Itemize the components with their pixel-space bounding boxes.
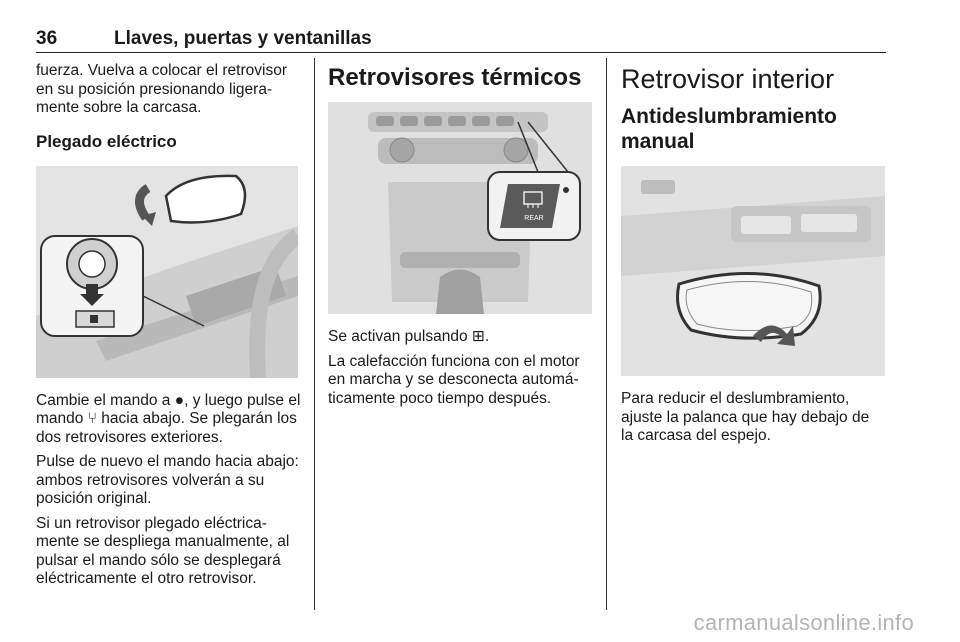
electric-folding-mirror-illustration [36, 166, 298, 378]
interior-mirror-illustration [621, 166, 885, 376]
column-middle [328, 62, 594, 414]
heated-mirrors-illustration [328, 102, 592, 314]
paragraph: La calefacción funciona con el motor en marcha y se desconecta automá-ticamente poco tiempo después. [328, 352, 580, 407]
column-divider [314, 58, 315, 610]
section-heading: Retrovisores térmicos [328, 64, 582, 91]
column-right [621, 62, 885, 452]
section-title: Retrovisor interior [621, 64, 835, 94]
paragraph: fuerza. Vuelva a colocar el retrovisor en su posición presionando ligera-mente sobre la carcasa. [36, 62, 287, 116]
paragraph: Para reducir el deslumbramiento, ajuste la palanca que hay debajo de la carcasa del espejo. [621, 390, 870, 444]
column-left [36, 62, 302, 595]
chapter-title: Llaves, puertas y ventanillas [114, 28, 372, 49]
paragraph: Se activan pulsando ⊞. [328, 328, 490, 345]
paragraph: Si un retrovisor plegado eléctrica-mente se despliega manualmente, al pulsar el mando sólo se desplegará eléctricamente el otro retrovisor. [36, 514, 290, 587]
section-subheading: Antideslumbramiento manual [621, 105, 837, 153]
watermark: carmanualsonline.info [693, 610, 914, 635]
column-divider [606, 58, 607, 610]
paragraph: Pulse de nuevo el mando hacia abajo: ambos retrovisores volverán a su posición original. [36, 453, 299, 507]
page-number: 36 [36, 28, 58, 49]
paragraph: Cambie el mando a ●, y luego pulse el mando ⑂ hacia abajo. Se plegarán los dos retrovisores exteriores. [36, 391, 301, 446]
section-heading: Plegado eléctrico [36, 131, 177, 151]
rear-button-label: REAR [524, 215, 544, 222]
page-header [36, 26, 886, 53]
